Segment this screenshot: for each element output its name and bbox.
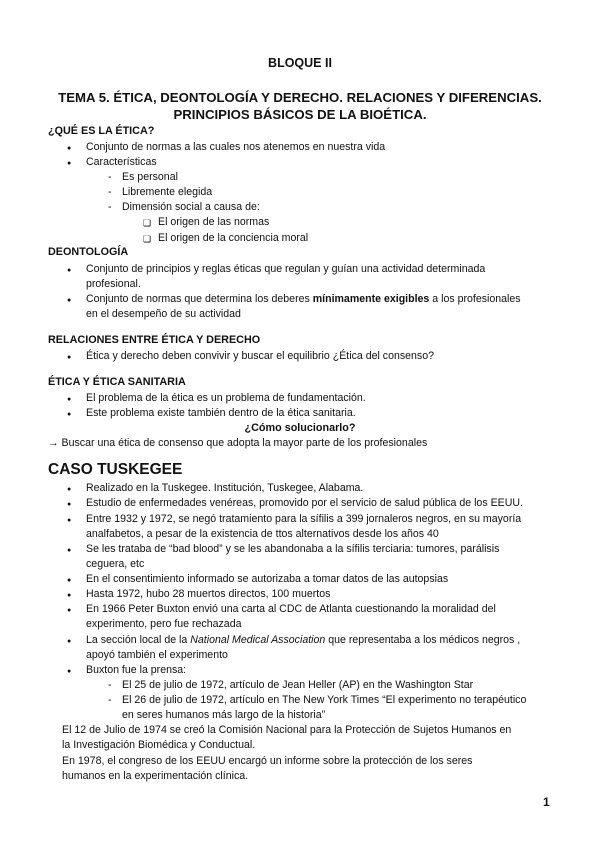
sub-list-item: - El 26 de julio de 1972, artículo en The New York Times “El experimento no terapéutico: [122, 693, 526, 707]
paragraph-line: El 12 de Julio de 1974 se creó la Comisión Nacional para la Protección de Sujetos Humanos en: [62, 724, 512, 736]
sub-sub-list-item: ❏ El origen de la conciencia moral: [158, 231, 308, 245]
list-item-continuation: en el desempeño de su actividad: [86, 308, 241, 320]
sub-sub-list-item: ❏ El origen de las normas: [158, 215, 269, 229]
list-item-continuation: experimento, pero fue rechazada: [86, 618, 242, 630]
sub-list-item: - Dimensión social a causa de:: [122, 200, 260, 214]
text-run: que representaba a los médicos negros ,: [325, 634, 521, 646]
section-heading-relaciones: RELACIONES ENTRE ÉTICA Y DERECHO: [48, 334, 261, 346]
sub-list-item: - El 25 de julio de 1972, artículo de Jean Heller (AP) en the Washington Star: [122, 678, 473, 692]
list-item-continuation: analfabetos, a pesar de la existencia de ttos alternativos desde los años 40: [86, 528, 439, 540]
list-item: ● Hasta 1972, hubo 28 muertos directos, 100 muertos: [86, 587, 330, 601]
text-run: Conjunto de normas que determina los deberes: [86, 293, 313, 305]
text-run: a los profesionales: [429, 293, 521, 305]
list-item: ● El problema de la ética es un problema de fundamentación.: [86, 391, 366, 405]
bold-text: mínimamente exigibles: [312, 293, 430, 305]
list-item: ● Realizado en la Tuskegee. Institución, Tuskegee, Alabama.: [86, 481, 363, 495]
list-item: ● Buxton fue la prensa:: [86, 663, 186, 677]
list-item: ● Entre 1932 y 1972, se negó tratamiento para la sífilis a 399 jornaleros negros, en su mayoría: [86, 512, 521, 526]
list-item: ● Características: [86, 155, 157, 169]
list-item-continuation: ceguera, etc: [86, 558, 145, 570]
list-item: [86, 633, 520, 647]
paragraph-line: la Investigación Biomédica y Conductual.: [62, 739, 256, 751]
block-title: BLOQUE II: [268, 56, 332, 70]
list-item-continuation: apoyó también el experimento: [86, 649, 228, 661]
section-heading-sanitaria: ÉTICA Y ÉTICA SANITARIA: [48, 376, 186, 388]
text-run: La sección local de la: [86, 634, 191, 646]
list-item: ● En el consentimiento informado se autorizaba a tomar datos de las autopsias: [86, 572, 448, 586]
question-line: ¿Cómo solucionarlo?: [244, 422, 356, 434]
list-item-continuation: profesional.: [86, 278, 141, 290]
answer-line: → Buscar una ética de consenso que adopta la mayor parte de los profesionales: [48, 437, 428, 449]
list-item: ● Se les trataba de “bad blood” y se les abandonaba a la sífilis terciaria: tumores, parálisis: [86, 542, 499, 556]
list-item: ● Estudio de enfermedades venéreas, promovido por el servicio de salud pública de los EEUU.: [86, 496, 523, 510]
list-item: ● Conjunto de principios y reglas éticas que regulan y guían una actividad determinada: [86, 262, 485, 276]
list-item: ● Este problema existe también dentro de la ética sanitaria.: [86, 406, 356, 420]
sub-list-item: - Libremente elegida: [122, 185, 212, 199]
page-number: 1: [543, 795, 550, 809]
section-heading-etica: ¿QUÉ ES LA ÉTICA?: [48, 125, 155, 137]
list-item: ● Conjunto de normas a las cuales nos atenemos en nuestra vida: [86, 140, 385, 154]
paragraph-line: En 1978, el congreso de los EEUU encargó un informe sobre la protección de los seres: [62, 755, 473, 767]
section-heading-caso: CASO TUSKEGEE: [48, 461, 183, 478]
section-heading-deontologia: DEONTOLOGÍA: [48, 246, 129, 258]
topic-title-line-2: PRINCIPIOS BÁSICOS DE LA BIOÉTICA.: [173, 107, 427, 122]
topic-title-line-1: TEMA 5. ÉTICA, DEONTOLOGÍA Y DERECHO. RELACIONES Y DIFERENCIAS.: [58, 90, 542, 105]
list-item: [86, 292, 521, 306]
list-item: ● Ética y derecho deben convivir y buscar el equilibrio ¿Ética del consenso?: [86, 349, 434, 363]
sub-list-item: - Es personal: [122, 170, 178, 184]
italic-text: National Medical Association: [190, 634, 326, 646]
list-item: ● En 1966 Peter Buxton envió una carta al CDC de Atlanta cuestionando la moralidad del: [86, 602, 496, 616]
paragraph-line: humanos en la experimentación clínica.: [62, 770, 249, 782]
sub-list-item-continuation: en seres humanos más largo de la historia”: [122, 709, 326, 721]
